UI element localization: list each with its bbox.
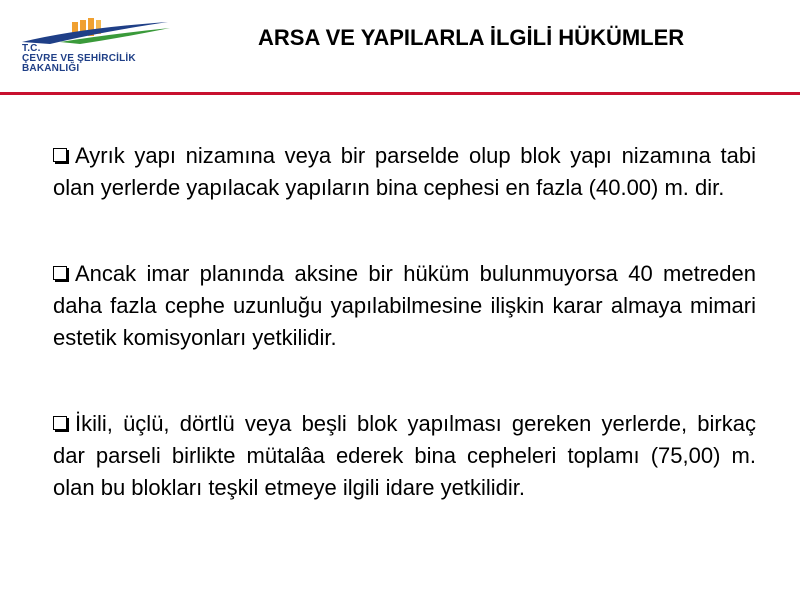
logo-line-2: ÇEVRE VE ŞEHİRCİLİK	[22, 53, 136, 64]
bullet-item-2	[53, 258, 756, 354]
bullet-item-3	[53, 408, 756, 504]
bullet-text-2: Ancak imar planında aksine bir hüküm bulunmuyorsa 40 metreden daha fazla cephe uzunluğu yapılabilmesine ilişkin karar almaya mimari estetik komisyonları yetkilidir.	[53, 261, 756, 350]
ministry-logo	[20, 18, 180, 90]
logo-text	[22, 44, 136, 74]
logo-line-3: BAKANLIĞI	[22, 63, 80, 74]
bullet-text-3: İkili, üçlü, dörtlü veya beşli blok yapılması gereken yerlerde, birkaç dar parseli birlikte mütalâa ederek bina cepheleri toplamı (75,00) m. olan bu blokları teşkil etmeye ilgili idare yetkilidir.	[53, 411, 756, 500]
header-divider	[0, 92, 800, 95]
bullet-list	[53, 140, 756, 558]
checkbox-bullet-icon	[53, 266, 67, 280]
logo-line-1: T.C.	[22, 43, 41, 54]
checkbox-bullet-icon	[53, 416, 67, 430]
checkbox-bullet-icon	[53, 148, 67, 162]
slide-title: ARSA VE YAPILARLA İLGİLİ HÜKÜMLER	[258, 25, 685, 50]
bullet-text-1: Ayrık yapı nizamına veya bir parselde olup blok yapı nizamına tabi olan yerlerde yapılacak yapıların bina cephesi en fazla (40.00) m. dir.	[53, 143, 756, 200]
bullet-item-1	[53, 140, 756, 204]
